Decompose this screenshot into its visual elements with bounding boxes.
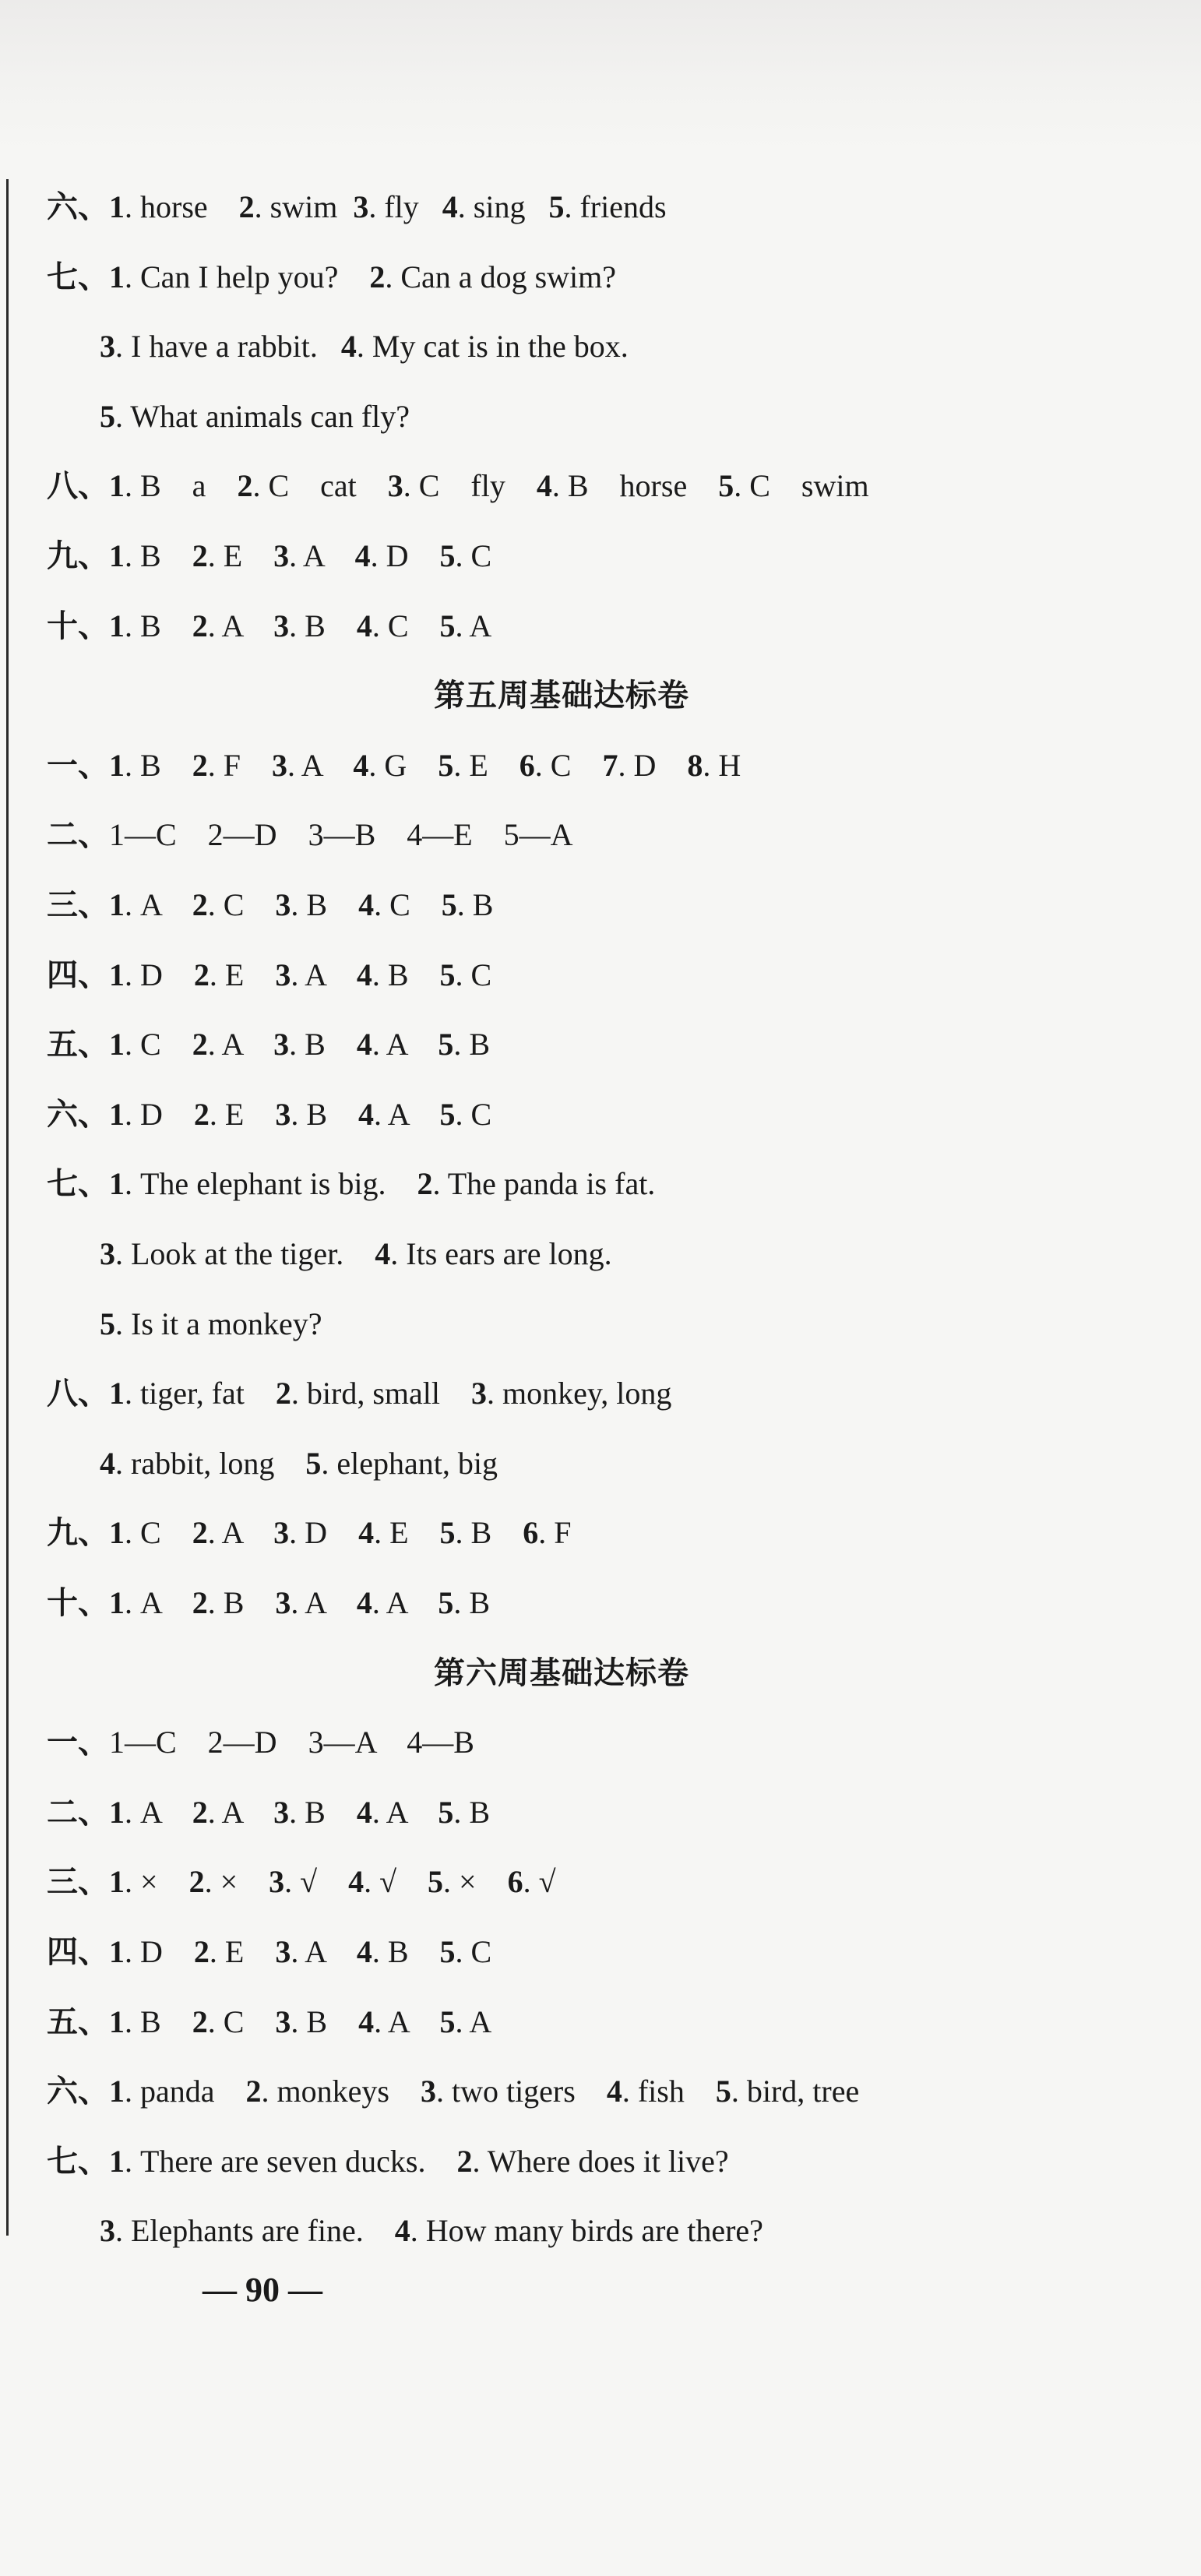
- item-number: 5: [718, 468, 734, 503]
- item-answer: . A: [374, 2004, 440, 2039]
- question-number: 一、: [47, 748, 109, 784]
- item-answer: . √: [284, 1864, 349, 1899]
- item-answer: . What animals can fly?: [115, 399, 410, 434]
- item-number: 5: [439, 2004, 456, 2039]
- item-answer: . B: [291, 2004, 359, 2039]
- item-answer: . C: [125, 1515, 192, 1550]
- section-title: 第六周基础达标卷: [434, 1655, 689, 1691]
- item-number: 1: [109, 1934, 125, 1969]
- item-number: 1: [109, 538, 125, 573]
- item-answer: . C: [125, 1027, 192, 1062]
- scan-shading: [0, 0, 1201, 156]
- item-answer: . B: [453, 1795, 491, 1830]
- item-number: 5: [439, 957, 456, 992]
- answer-continuation-row: [100, 1231, 612, 1277]
- question-answer-row: [47, 184, 667, 231]
- item-answer: . B: [125, 608, 192, 643]
- item-number: 4: [356, 1027, 372, 1062]
- question-answer-row: [47, 1719, 474, 1766]
- question-number: 七、: [47, 2144, 109, 2180]
- item-answer: . A: [291, 1585, 357, 1620]
- answer-continuation-row: [100, 2208, 763, 2254]
- item-answer: . C: [455, 1934, 492, 1969]
- question-answer-row: [47, 1091, 491, 1138]
- question-number: 七、: [47, 259, 109, 295]
- item-number: 3: [273, 1027, 290, 1062]
- item-number: 3: [271, 748, 287, 783]
- section-title: 第五周基础达标卷: [434, 678, 689, 714]
- question-answer-row: [47, 1021, 490, 1068]
- item-answer: . √: [523, 1864, 556, 1899]
- item-number: 3: [275, 1934, 291, 1969]
- item-number: 2: [369, 259, 386, 294]
- item-number: 3: [100, 2213, 115, 2248]
- item-number: 2: [417, 1166, 433, 1201]
- item-number: 1: [109, 1166, 125, 1201]
- item-number: 1: [109, 1027, 125, 1062]
- question-answer-row: [47, 1370, 671, 1417]
- item-number: 5: [439, 1515, 456, 1550]
- question-answer-row: [47, 533, 491, 580]
- item-answer: . A: [207, 608, 274, 643]
- item-answer: . C: [207, 887, 276, 922]
- item-answer: . swim: [254, 189, 354, 224]
- item-number: 4: [358, 1515, 375, 1550]
- item-answer: . horse: [125, 189, 239, 224]
- item-answer: . A: [372, 1027, 438, 1062]
- item-number: 1: [109, 1515, 125, 1550]
- item-number: 4: [100, 1446, 115, 1481]
- item-answer: . B: [289, 1027, 357, 1062]
- item-answer: . A: [372, 1795, 438, 1830]
- item-answer: . E: [209, 1097, 276, 1132]
- item-number: 2: [237, 468, 253, 503]
- item-answer: . How many birds are there?: [410, 2213, 763, 2248]
- item-answer: . ×: [125, 1864, 189, 1899]
- item-number: 3: [470, 1376, 487, 1411]
- item-number: 6: [507, 1864, 523, 1899]
- item-number: 4: [536, 468, 552, 503]
- item-answer: . C: [207, 2004, 276, 2039]
- question-answer-row: [47, 742, 741, 789]
- item-number: 4: [356, 1934, 372, 1969]
- item-number: 2: [192, 1027, 208, 1062]
- item-number: 1: [109, 468, 125, 503]
- item-answer: . A: [291, 957, 357, 992]
- answer-continuation-row: [100, 323, 629, 370]
- item-answer: . C: [455, 1097, 492, 1132]
- item-number: 3: [269, 1864, 285, 1899]
- item-answer: . Can I help you?: [125, 259, 370, 294]
- item-number: 3: [275, 957, 291, 992]
- item-number: 4: [348, 1864, 365, 1899]
- item-number: 5: [438, 1795, 454, 1830]
- question-number: 五、: [47, 1027, 109, 1062]
- item-answer: . The elephant is big.: [125, 1166, 417, 1201]
- item-answer: . E: [453, 748, 519, 783]
- question-number: 十、: [47, 608, 109, 644]
- item-number: 3: [100, 329, 115, 364]
- item-answer: . C: [455, 538, 492, 573]
- item-answer: . Look at the tiger.: [115, 1236, 375, 1271]
- item-answer: . D: [289, 1515, 359, 1550]
- item-number: 3: [273, 608, 290, 643]
- question-number: 四、: [47, 1934, 109, 1970]
- item-answer: . My cat is in the box.: [356, 329, 629, 364]
- item-answer: . B: [372, 1934, 440, 1969]
- item-number: 1: [109, 1376, 125, 1411]
- question-answer-row: [47, 1859, 556, 1905]
- question-answer-row: [47, 1789, 490, 1836]
- item-number: 4: [606, 2074, 622, 2109]
- item-answer: . A: [455, 608, 492, 643]
- question-number: 六、: [47, 2074, 109, 2109]
- item-number: 4: [375, 1236, 391, 1271]
- question-number: 四、: [47, 957, 109, 993]
- item-answer: . bird, small: [291, 1376, 471, 1411]
- item-answer: . E: [209, 1934, 276, 1969]
- item-answer: . B: [125, 2004, 192, 2039]
- item-number: 5: [439, 1097, 456, 1132]
- question-answer-row: [47, 2138, 729, 2185]
- item-answer: . A: [291, 1934, 357, 1969]
- item-number: 5: [441, 887, 457, 922]
- item-number: 4: [356, 957, 372, 992]
- item-number: 4: [340, 329, 357, 364]
- question-number: 六、: [47, 189, 109, 225]
- item-number: 1: [109, 957, 125, 992]
- item-answer: . Its ears are long.: [390, 1236, 612, 1271]
- item-answer: . D: [125, 1097, 194, 1132]
- question-number: 六、: [47, 1097, 109, 1133]
- answer-continuation-row: [100, 1301, 322, 1348]
- item-answer: . monkey, long: [486, 1376, 672, 1411]
- item-answer: . B: [372, 957, 440, 992]
- item-number: 3: [275, 887, 291, 922]
- item-answer: . There are seven ducks.: [125, 2144, 457, 2179]
- answer-continuation-row: [100, 1440, 498, 1487]
- item-number: 4: [356, 1585, 372, 1620]
- item-number: 6: [519, 748, 535, 783]
- item-answer: . B: [453, 1585, 491, 1620]
- item-number: 1: [109, 748, 125, 783]
- item-answer: . Is it a monkey?: [115, 1306, 322, 1341]
- question-answer-row: [47, 882, 493, 929]
- question-answer-row: [47, 1929, 491, 1975]
- item-answer: . B: [125, 538, 192, 573]
- answer-continuation-row: [100, 393, 410, 440]
- item-number: 6: [523, 1515, 539, 1550]
- item-answer: . C cat: [252, 468, 388, 503]
- item-answer: . D: [370, 538, 440, 573]
- question-number: 九、: [47, 538, 109, 574]
- question-answer-row: [47, 812, 573, 858]
- item-answer: . B: [456, 887, 494, 922]
- item-number: 2: [192, 1795, 208, 1830]
- item-number: 2: [192, 887, 208, 922]
- item-number: 7: [602, 748, 618, 783]
- item-answer: . rabbit, long: [115, 1446, 306, 1481]
- item-answer: . B horse: [551, 468, 719, 503]
- item-answer: . A: [125, 1585, 192, 1620]
- question-answer-row: [47, 463, 869, 509]
- item-answer: . A: [207, 1795, 274, 1830]
- item-answer: . √: [364, 1864, 428, 1899]
- item-answer: . D: [618, 748, 688, 783]
- item-answer: . G: [368, 748, 438, 783]
- item-number: 1: [109, 2144, 125, 2179]
- question-answer-row: [47, 254, 616, 301]
- item-number: 2: [192, 608, 208, 643]
- item-number: 3: [273, 1795, 290, 1830]
- item-number: 2: [192, 1585, 208, 1620]
- item-number: 4: [442, 189, 458, 224]
- item-number: 1: [109, 189, 125, 224]
- item-number: 2: [192, 2004, 208, 2039]
- item-number: 3: [275, 2004, 291, 2039]
- question-number: 八、: [47, 468, 109, 504]
- question-number: 一、: [47, 1725, 109, 1760]
- item-number: 4: [358, 1097, 375, 1132]
- page-number: — 90 —: [203, 2271, 322, 2309]
- item-answer: . B a: [125, 468, 238, 503]
- item-answer: . The panda is fat.: [432, 1166, 656, 1201]
- item-number: 3: [100, 1236, 115, 1271]
- item-answer: . C: [455, 957, 492, 992]
- item-answer: . C fly: [403, 468, 537, 503]
- item-answer: . A: [125, 1795, 192, 1830]
- item-answer: . H: [703, 748, 741, 783]
- item-number: 4: [394, 2213, 410, 2248]
- item-number: 1: [109, 1795, 125, 1830]
- item-answer: . D: [125, 957, 194, 992]
- item-number: 4: [356, 1795, 372, 1830]
- item-number: 4: [358, 2004, 375, 2039]
- item-number: 3: [275, 1585, 291, 1620]
- item-number: 2: [192, 538, 208, 573]
- item-number: 1: [109, 608, 125, 643]
- item-answer: . tiger, fat: [125, 1376, 276, 1411]
- item-number: 4: [358, 887, 375, 922]
- item-answer: . I have a rabbit.: [115, 329, 341, 364]
- item-answer: . Can a dog swim?: [385, 259, 616, 294]
- item-number: 2: [193, 1934, 210, 1969]
- item-number: 5: [100, 1306, 115, 1341]
- item-answer: 1—C 2—D 3—B 4—E 5—A: [109, 817, 573, 852]
- item-number: 5: [438, 1585, 454, 1620]
- item-answer: . bird, tree: [731, 2074, 860, 2109]
- item-number: 2: [193, 1097, 210, 1132]
- question-answer-row: [47, 1510, 571, 1556]
- item-number: 5: [100, 399, 115, 434]
- item-number: 2: [456, 2144, 473, 2179]
- item-number: 1: [109, 2004, 125, 2039]
- item-answer: . A: [125, 887, 192, 922]
- item-answer: . ×: [204, 1864, 269, 1899]
- item-answer: . fly: [368, 189, 442, 224]
- item-answer: . B: [125, 748, 192, 783]
- item-answer: . B: [289, 608, 357, 643]
- item-number: 1: [109, 887, 125, 922]
- item-number: 5: [428, 1864, 444, 1899]
- item-number: 4: [353, 748, 369, 783]
- question-number: 三、: [47, 887, 109, 923]
- item-answer: . F: [207, 748, 272, 783]
- item-number: 3: [353, 189, 369, 224]
- item-number: 2: [192, 748, 208, 783]
- item-number: 5: [439, 608, 456, 643]
- item-answer: . C: [534, 748, 603, 783]
- item-answer: . B: [291, 887, 359, 922]
- item-answer: . E: [374, 1515, 440, 1550]
- item-answer: . sing: [457, 189, 549, 224]
- question-answer-row: [47, 1161, 655, 1207]
- question-answer-row: [47, 2068, 859, 2115]
- item-number: 3: [275, 1097, 291, 1132]
- item-number: 2: [188, 1864, 205, 1899]
- item-number: 5: [439, 1934, 456, 1969]
- item-number: 2: [193, 957, 210, 992]
- item-number: 3: [387, 468, 403, 503]
- question-number: 五、: [47, 2004, 109, 2040]
- item-answer: . elephant, big: [321, 1446, 498, 1481]
- item-answer: . F: [538, 1515, 572, 1550]
- item-answer: . friends: [564, 189, 667, 224]
- item-answer: . B: [207, 1585, 276, 1620]
- item-number: 1: [109, 259, 125, 294]
- item-answer: . C: [374, 887, 442, 922]
- item-number: 3: [273, 1515, 290, 1550]
- item-answer: . ×: [443, 1864, 508, 1899]
- question-number: 三、: [47, 1864, 109, 1900]
- item-answer: . Where does it live?: [472, 2144, 729, 2179]
- question-answer-row: [47, 1999, 491, 2046]
- item-number: 4: [356, 608, 372, 643]
- item-number: 4: [354, 538, 371, 573]
- item-answer: . A: [287, 748, 354, 783]
- item-answer: . panda: [125, 2074, 246, 2109]
- item-answer: . Elephants are fine.: [115, 2213, 395, 2248]
- item-number: 8: [687, 748, 703, 783]
- item-answer: . C swim: [734, 468, 869, 503]
- item-number: 5: [438, 748, 454, 783]
- item-number: 5: [438, 1027, 454, 1062]
- item-number: 1: [109, 1097, 125, 1132]
- item-answer: . C: [372, 608, 440, 643]
- item-answer: . A: [372, 1585, 438, 1620]
- item-answer: . A: [207, 1515, 274, 1550]
- item-answer: . A: [207, 1027, 274, 1062]
- item-number: 5: [439, 538, 456, 573]
- item-number: 1: [109, 1864, 125, 1899]
- item-answer: . monkeys: [261, 2074, 421, 2109]
- item-answer: . A: [455, 2004, 492, 2039]
- item-number: 1: [109, 2074, 125, 2109]
- item-number: 3: [420, 2074, 436, 2109]
- item-answer: . E: [209, 957, 276, 992]
- item-answer: 1—C 2—D 3—A 4—B: [109, 1725, 474, 1760]
- question-number: 九、: [47, 1515, 109, 1551]
- question-answer-row: [47, 603, 491, 650]
- question-number: 八、: [47, 1376, 109, 1411]
- item-answer: . A: [374, 1097, 440, 1132]
- item-answer: . B: [291, 1097, 359, 1132]
- left-margin-rule: [6, 179, 9, 2236]
- item-answer: . fish: [622, 2074, 716, 2109]
- item-number: 3: [273, 538, 290, 573]
- item-number: 5: [548, 189, 565, 224]
- item-number: 5: [305, 1446, 322, 1481]
- question-number: 二、: [47, 817, 109, 853]
- item-number: 2: [245, 2074, 262, 2109]
- item-answer: . E: [207, 538, 274, 573]
- item-answer: . A: [289, 538, 355, 573]
- item-number: 1: [109, 1585, 125, 1620]
- item-number: 2: [275, 1376, 291, 1411]
- question-number: 十、: [47, 1585, 109, 1621]
- question-number: 七、: [47, 1166, 109, 1202]
- item-number: 5: [715, 2074, 731, 2109]
- item-answer: . B: [289, 1795, 357, 1830]
- item-answer: . D: [125, 1934, 194, 1969]
- question-answer-row: [47, 952, 491, 999]
- item-answer: . B: [453, 1027, 491, 1062]
- item-number: 2: [192, 1515, 208, 1550]
- question-answer-row: [47, 1580, 490, 1626]
- item-answer: . B: [455, 1515, 523, 1550]
- item-number: 2: [238, 189, 255, 224]
- item-answer: . two tigers: [435, 2074, 607, 2109]
- question-number: 二、: [47, 1795, 109, 1831]
